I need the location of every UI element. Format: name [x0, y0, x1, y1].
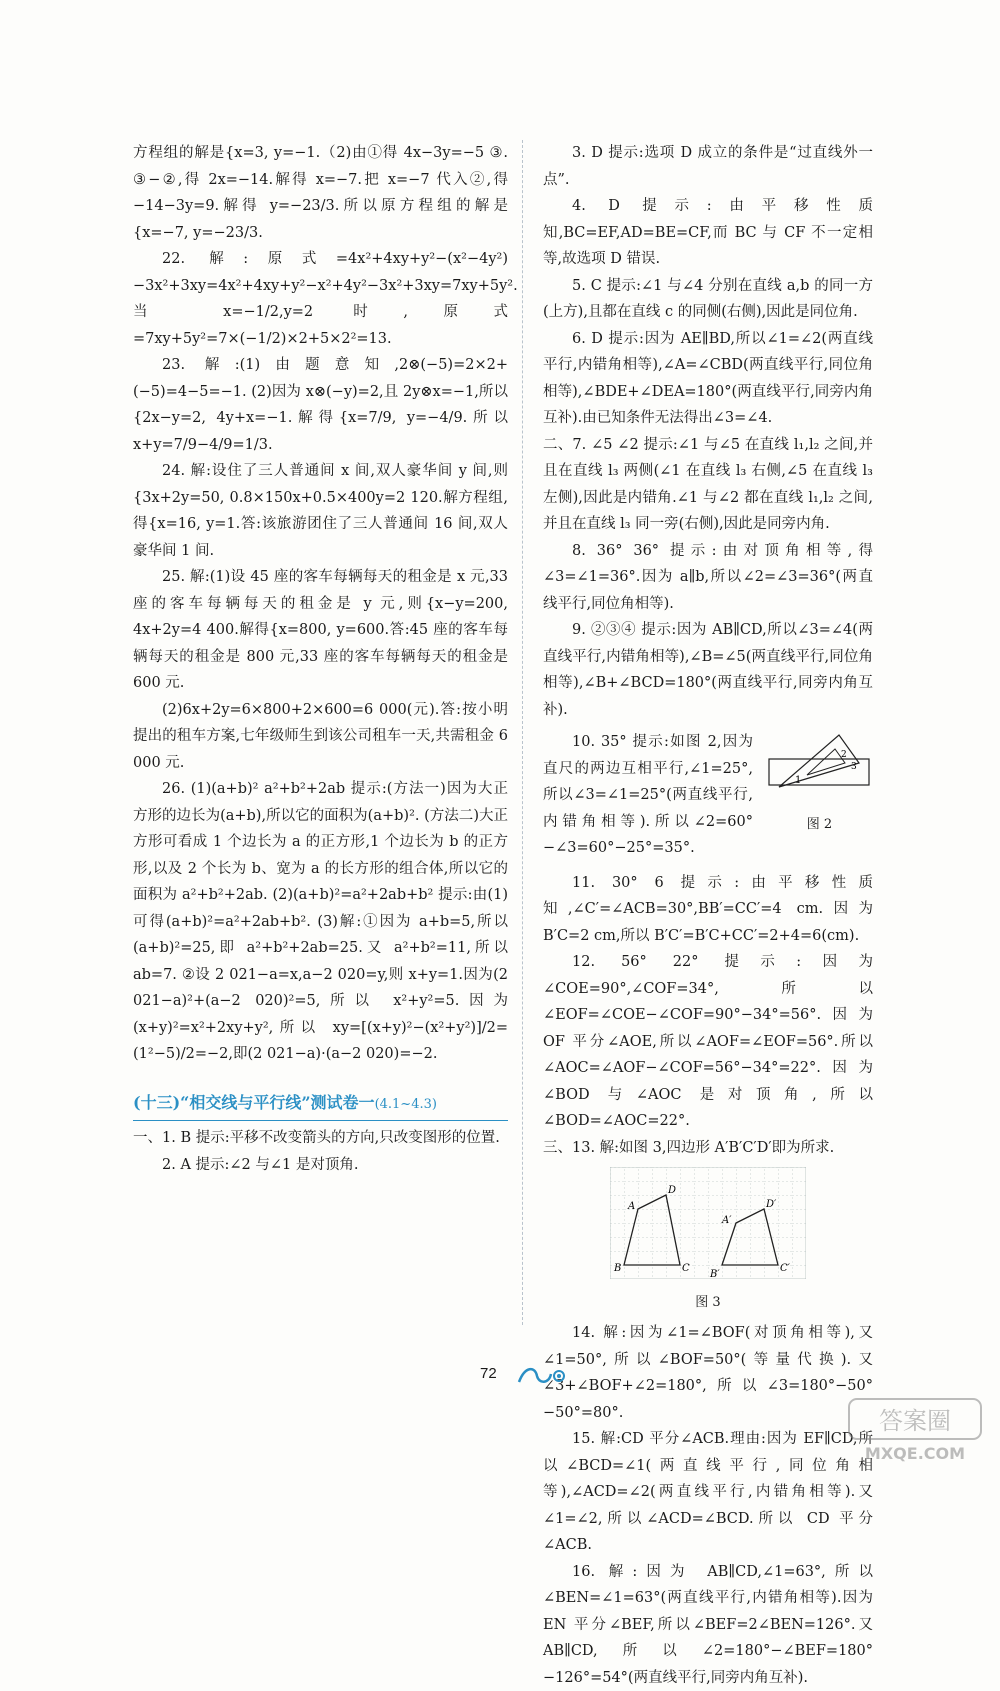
answer-1: 一、1. B 提示:平移不改变箭头的方向,只改变图形的位置. — [133, 1125, 508, 1152]
answer-25-2: (2)6x+2y=6×800+2×600=6 000(元).答:按小明提出的租车方案,七年级师生到该公司租车一天,共需租金 6 000 元. — [133, 697, 508, 777]
answer-14: 14. 解:因为∠1=∠BOF(对顶角相等),又∠1=50°,所以∠BOF=50°(等量代换).又∠3+∠BOF+∠2=180°,所以∠3=180°−50°−50°=80°. — [543, 1320, 873, 1426]
label-c: C — [682, 1263, 690, 1274]
section-range: (4.1~4.3) — [375, 1097, 437, 1112]
answer-24: 24. 解:设住了三人普通间 x 间,双人豪华间 y 间,则{3x+2y=50, 0.8×150x+0.5×400y=2 120.解方程组,得{x=16, y=1.答:该旅游团住了三人普通间 16 间,双人豪华间 1 间. — [133, 458, 508, 564]
label-d: D — [667, 1185, 676, 1196]
answer-21-cont: 方程组的解是{x=3, y=−1.（2)由①得 4x−3y=−5 ③. ③−②,得 2x=−14.解得 x=−7.把 x=−7 代入②,得−14−3y=9.解得 y=−23/3.所以原方程组的解是{x=−7, y=−23/3. — [133, 140, 508, 246]
answer-9: 9. ②③④ 提示:因为 AB∥CD,所以∠3=∠4(两直线平行,内错角相等),∠B=∠5(两直线平行,同位角相等),∠B+∠BCD=180°(两直线平行,同旁内角互补). — [543, 617, 873, 723]
column-divider — [522, 140, 523, 1325]
section-title — [133, 1090, 508, 1122]
figure-2 — [767, 729, 872, 838]
answer-13: 三、13. 解:如图 3,四边形 A′B′C′D′即为所求. — [543, 1135, 873, 1162]
wave-ornament-icon — [515, 1362, 573, 1392]
figure-2-block — [543, 729, 873, 862]
label-b: B — [613, 1263, 621, 1274]
label-c-prime: C′ — [780, 1263, 791, 1274]
answer-5: 5. C 提示:∠1 与∠4 分别在直线 a,b 的同一方(上方),且都在直线 c 的同侧(右侧),因此是同位角. — [543, 273, 873, 326]
answer-22: 22. 解:原式=4x²+4xy+y²−(x²−4y²)−3x²+3xy=4x²+4xy+y²−x²+4y²−3x²+3xy=7xy+5y².当 x=−1/2,y=2 时,原式=7xy+5y²=7×(−1/2)×2+5×2²=13. — [133, 246, 508, 352]
figure-3 — [543, 1167, 873, 1316]
answer-15: 15. 解:CD 平分∠ACB.理由:因为 EF∥CD,所以∠BCD=∠1(两直线平行,同位角相等),∠ACD=∠2(两直线平行,内错角相等).又∠1=∠2,所以∠ACD=∠BCD.所以 CD 平分∠ACB. — [543, 1426, 873, 1559]
svg-text:2: 2 — [841, 750, 847, 760]
watermark-logo — [845, 1395, 985, 1471]
answer-7: 二、7. ∠5 ∠2 提示:∠1 与∠5 在直线 l₁,l₂ 之间,并且在直线 l₃ 两侧(∠1 在直线 l₃ 右侧,∠5 在直线 l₃ 左侧),因此是内错角.∠1 与∠2 都在直线 l₁,l₂ 之间,并且在直线 l₃ 同一旁(右侧),因此是同旁内角. — [543, 432, 873, 538]
label-b-prime: B′ — [709, 1269, 720, 1279]
answer-3: 3. D 提示:选项 D 成立的条件是“过直线外一点”. — [543, 140, 873, 193]
answer-23: 23. 解:(1)由题意知,2⊗(−5)=2×2+(−5)=4−5=−1. (2)因为 x⊗(−y)=2,且 2y⊗x=−1,所以{2x−y=2, 4y+x=−1.解得{x=7/9, y=−4/9.所以 x+y=7/9−4/9=1/3. — [133, 352, 508, 458]
answer-26: 26. (1)(a+b)² a²+b²+2ab 提示:(方法一)因为大正方形的边长为(a+b),所以它的面积为(a+b)². (方法二)大正方形可看成 1 个边长为 a 的正方形,1 个边长为 b 的正方形,以及 2 个长为 b、宽为 a 的长方形的组合体,所以它的面积为 a²+b²+2ab. (2)(a+b)²=a²+2ab+b² 提示:由(1)可得(a+b)²=a²+2ab+b². (3)解:①因为 a+b=5,所以(a+b)²=25,即 a²+b²+2ab=25.又 a²+b²=11,所以 ab=7. ②设 2 021−a=x,a−2 020=y,则 x+y=1.因为(2 021−a)²+(a−2 020)²=5,所以 x²+y²=5.因为(x+y)²=x²+2xy+y²,所以 xy=[(x+y)²−(x²+y²)]/2=(1²−5)/2=−2,即(2 021−a)·(a−2 020)=−2. — [133, 776, 508, 1068]
answer-2: 2. A 提示:∠2 与∠1 是对顶角. — [133, 1152, 508, 1179]
answer-4: 4. D 提示:由平移性质知,BC=EF,AD=BE=CF,而 BC 与 CF 不一定相等,故选项 D 错误. — [543, 193, 873, 273]
left-column — [133, 140, 508, 1178]
answer-25-1: 25. 解:(1)设 45 座的客车每辆每天的租金是 x 元,33 座的客车每辆每天的租金是 y 元,则{x−y=200, 4x+2y=4 400.解得{x=800, y=600.答:45 座的客车每辆每天的租金是 800 元,33 座的客车每辆每天的租金是 600 元. — [133, 564, 508, 697]
section-title-text: (十三)“相交线与平行线”测试卷一 — [133, 1093, 375, 1112]
ruler-triangle-diagram — [767, 729, 872, 801]
figure-2-caption: 图 2 — [767, 812, 872, 839]
answer-6: 6. D 提示:因为 AE∥BD,所以∠1=∠2(两直线平行,内错角相等),∠A=∠CBD(两直线平行,同位角相等),∠BDE+∠DEA=180°(两直线平行,同旁内角互补).由已知条件无法得出∠3=∠4. — [543, 326, 873, 432]
answer-11: 11. 30° 6 提示:由平移性质知,∠C′=∠ACB=30°,BB′=CC′=4 cm.因为 B′C=2 cm,所以 B′C′=B′C+CC′=2+4=6(cm). — [543, 870, 873, 950]
svg-text:1: 1 — [795, 775, 801, 786]
label-a: A — [627, 1201, 635, 1212]
page-number: 72 — [480, 1365, 497, 1382]
svg-text:3: 3 — [851, 762, 857, 772]
svg-text:MXQE.COM: MXQE.COM — [865, 1444, 965, 1463]
figure-3-caption: 图 3 — [543, 1290, 873, 1317]
answer-12: 12. 56° 22° 提示:因为∠COE=90°,∠COF=34°,所以∠EOF=∠COE−∠COF=90°−34°=56°.因为 OF 平分∠AOE,所以∠AOF=∠EOF=56°.所以∠AOC=∠AOF−∠COF=56°−34°=22°.因为∠BOD 与∠AOC 是对顶角,所以∠BOD=∠AOC=22°. — [543, 949, 873, 1135]
grid-translation-diagram — [610, 1167, 806, 1279]
svg-text:答案圈: 答案圈 — [879, 1407, 951, 1435]
label-a-prime: A′ — [721, 1215, 732, 1226]
answer-8: 8. 36° 36° 提示:由对顶角相等,得∠3=∠1=36°.因为 a∥b,所以∠2=∠3=36°(两直线平行,同位角相等). — [543, 538, 873, 618]
answer-16: 16. 解:因为 AB∥CD,∠1=63°,所以∠BEN=∠1=63°(两直线平行,内错角相等).因为 EN 平分∠BEF,所以∠BEF=2∠BEN=126°.又 AB∥CD,所以∠2=180°−∠BEF=180°−126°=54°(两直线平行,同旁内角互补). — [543, 1559, 873, 1691]
label-d-prime: D′ — [765, 1199, 777, 1210]
right-column — [543, 140, 873, 1691]
answer-10: 10. 35° 提示:如图 2,因为直尺的两边互相平行,∠1=25°,所以∠3=∠1=25°(两直线平行,内错角相等).所以∠2=60°−∠3=60°−25°=35°. — [543, 729, 753, 862]
